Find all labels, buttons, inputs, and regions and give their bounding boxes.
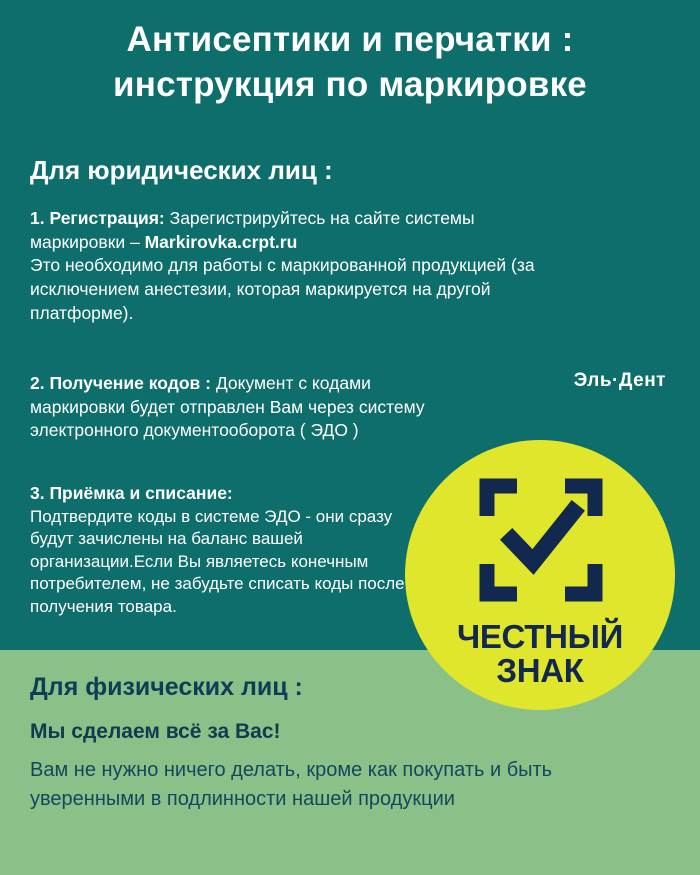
step-3-label: 3. Приёмка и списание: (30, 483, 233, 503)
step-2-text: Документ с кодами маркировки будет отправлен Вам через систему электронного документооборота ( ЭДО ) (30, 373, 425, 441)
step-1-text-b: Это необходимо для работы с маркированной продукцией (за исключением анестезии, которая маркируется на другой платформе). (30, 255, 535, 323)
individuals-lead: Мы сделаем всё за Вас! (30, 720, 281, 743)
chestny-znak-checkmark-icon (479, 478, 603, 602)
step-1-text-a: Зарегистрируйтесь на сайте системы маркировки – (30, 208, 475, 252)
step-2-label: 2. Получение кодов : (30, 373, 211, 393)
step-1-site-link: Markirovka.crpt.ru (144, 231, 298, 252)
company-logo-text: Эль·Дент (573, 370, 666, 391)
individuals-heading: Для физических лиц : (30, 673, 303, 701)
badge-line-1: ЧЕСТНЫЙ (456, 618, 624, 655)
individuals-text: Вам не нужно ничего делать, кроме как покупать и быть уверенными в подлинности нашей продукции (30, 759, 553, 810)
step-1-label: 1. Регистрация: (30, 208, 165, 228)
step-2-codes (30, 372, 470, 443)
step-3-acceptance (30, 482, 440, 619)
step-1-registration (30, 207, 550, 325)
legal-entities-heading: Для юридических лиц : (30, 155, 333, 185)
chestny-znak-label (405, 620, 675, 688)
page-title (0, 18, 700, 108)
badge-line-2: ЗНАК (496, 651, 584, 689)
step-3-text: Подтвердите коды в системе ЭДО - они сразу будут зачислены на баланс вашей организации.Если Вы являетесь конечным потребителем, не забудьте списать коды после получения товара. (30, 506, 405, 617)
title-line-2: инструкция по маркировке (113, 64, 587, 104)
title-line-1: Антисептики и перчатки : (126, 20, 574, 59)
